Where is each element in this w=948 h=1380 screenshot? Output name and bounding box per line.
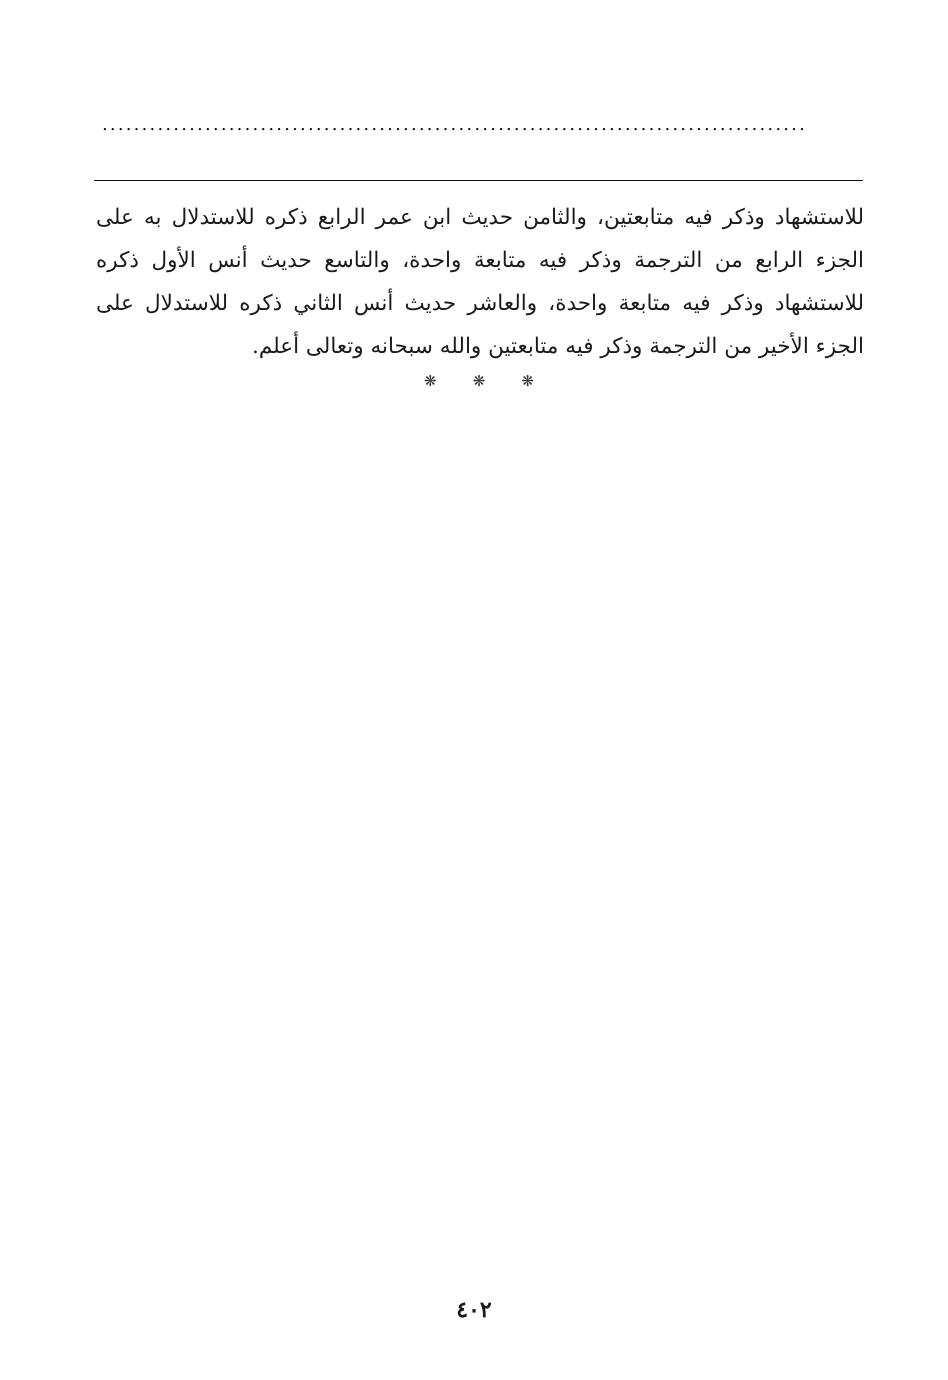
header-divider <box>94 180 863 181</box>
text-line-3: للاستشهاد وذكر فيه متابعة واحدة، والعاشر حديث أنس الثاني ذكره للاستدلال على <box>96 291 864 316</box>
text-line-2: الجزء الرابع من الترجمة وذكر فيه متابعة واحدة، والتاسع حديث أنس الأول ذكره <box>96 248 864 273</box>
star-icon: ❋ <box>521 372 534 390</box>
section-separator-stars <box>424 371 534 391</box>
body-paragraph <box>96 196 864 368</box>
star-icon: ❋ <box>472 372 486 390</box>
text-line-1: للاستشهاد وذكر فيه متابعتين، والثامن حديث ابن عمر الرابع ذكره للاستدلال به على <box>96 205 864 230</box>
page-number: ٤٠٢ <box>456 1297 492 1323</box>
text-line-4: الجزء الأخير من الترجمة وذكر فيه متابعتين والله سبحانه وتعالى أعلم. <box>251 334 864 359</box>
header-dotted-rule: ......................................................................................... <box>102 118 808 132</box>
star-icon: ❋ <box>424 372 437 390</box>
